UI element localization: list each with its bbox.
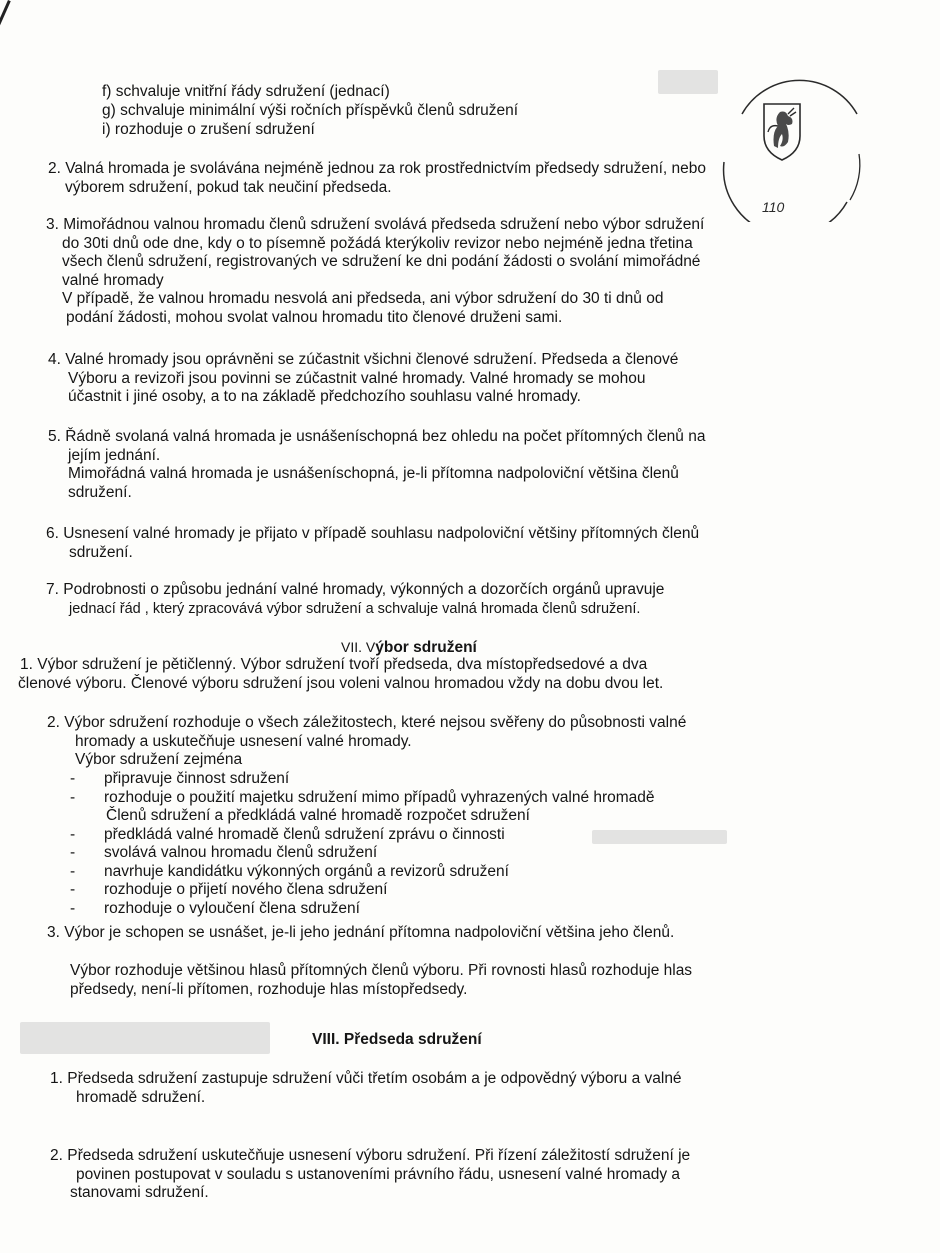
vii-point-2: 2. Výbor sdružení rozhoduje o všech záležitostech, které nejsou svěřeny do působnosti valné hromady a uskutečňuje usnesení valné hromady. Výbor sdružení zejména <box>47 714 687 768</box>
section-vii-heading-bold: ýbor sdružení <box>375 639 477 656</box>
viii-point-1: 1. Předseda sdružení zastupuje sdružení vůči třetím osobám a je odpovědný výboru a valné hromadě sdružení. <box>50 1070 682 1106</box>
vii-point-1: 1. Výbor sdružení je pětičlenný. Výbor sdružení tvoří předseda, dva místopředsedové a dva členové výboru. Členové výboru sdružení jsou voleni valnou hromadou vždy na dobu dvou let. <box>18 656 664 692</box>
vi-point-3: 3. Mimořádnou valnou hromadu členů sdružení svolává předseda sdružení nebo výbor sdružení do 30ti dnů ode dne, kdy o to písemně požádá kterýkoliv revizor nebo nejméně jedna třetina všech členů sdružení, registrovaných ve sdružení ke dni podání žádosti o svolání mimořádné valné hromady V případě, že valnou hromadu nesvolá ani předseda, ani výbor sdružení do 30 ti dnů od podání žádosti, mohou svolat valnou hromadu tito členové druženi sami. <box>46 216 705 326</box>
vi-point-5: 5. Řádně svolaná valná hromada je usnášeníschopná bez ohledu na počet přítomných členů na jejím jednání. Mimořádná valná hromada je usnášeníschopná, je-li přítomna nadpoloviční většina členů sdružení. <box>48 428 706 501</box>
list-item: Členů sdružení a předkládá valné hromadě rozpočet sdružení <box>106 807 530 824</box>
section-viii-heading: VIII. Předseda sdružení <box>312 1031 482 1048</box>
stamp-outer-ring-lower <box>724 162 847 222</box>
scan-artifact-smudge <box>658 70 718 94</box>
stamp-outer-ring-right <box>850 154 860 200</box>
vii-paragraph-4: Výbor rozhoduje většinou hlasů přítomných členů výboru. Při rovnosti hlasů rozhoduje hlas předsedy, není-li přítomen, rozhoduje hlas místopředsedy. <box>70 962 693 998</box>
list-item: - rozhoduje o přijetí nového člena sdružení <box>70 881 388 898</box>
top-item-i: i) rozhoduje o zrušení sdružení <box>102 121 315 138</box>
list-item: - svolává valnou hromadu členů sdružení <box>70 844 378 861</box>
czech-lion-icon <box>764 104 800 160</box>
vi-point-7: 7. Podrobnosti o způsobu jednání valné hromady, výkonných a dozorčích orgánů upravuje jednací řád , který zpracovává výbor sdružení a schvaluje valná hromada členů sdružení. <box>46 581 665 617</box>
list-item: - navrhuje kandidátku výkonných orgánů a revizorů sdružení <box>70 862 509 880</box>
top-item-f: f) schvaluje vnitřní řády sdružení (jednací) <box>102 83 390 100</box>
top-item-g: g) schvaluje minimální výši ročních příspěvků členů sdružení <box>102 102 519 119</box>
section-vii-heading-prefix: VII. V <box>341 639 376 655</box>
scan-artifact-smudge <box>20 1022 270 1054</box>
list-item: - připravuje činnost sdružení <box>70 770 290 787</box>
ministry-stamp <box>712 62 872 222</box>
vi-point-2: 2. Valná hromada je svolávána nejméně jednou za rok prostřednictvím předsedy sdružení, nebo výborem sdružení, pokud tak neučiní předseda. <box>48 160 706 196</box>
vii-point-3: 3. Výbor je schopen se usnášet, je-li jeho jednání přítomna nadpoloviční většina jeho členů. <box>47 924 675 941</box>
vi-point-6: 6. Usnesení valné hromady je přijato v případě souhlasu nadpoloviční většiny přítomných členů sdružení. <box>46 525 700 561</box>
vii-duties-list <box>70 770 655 918</box>
list-item: - rozhoduje o vyloučení člena sdružení <box>70 899 360 917</box>
list-item: - předkládá valné hromadě členů sdružení zprávu o činnosti <box>70 825 505 843</box>
vi-point-4: 4. Valné hromady jsou oprávněni se zúčastnit všichni členové sdružení. Předseda a členové Výboru a revizoři jsou povinni se zúčastnit valné hromady. Valné hromady se mohou účastnit i jiné osoby, a to na základě předchozího souhlasu valné hromady. <box>48 351 679 405</box>
stamp-number: 110 <box>762 199 785 215</box>
list-item: - rozhoduje o použití majetku sdružení mimo případů vyhrazených valné hromadě <box>70 788 655 806</box>
scan-artifact-stroke <box>0 0 11 88</box>
viii-point-2: 2. Předseda sdružení uskutečňuje usnesení výboru sdružení. Při řízení záležitostí sdružení je povinen postupovat v souladu s ustanoveními právního řádu, usnesení valné hromady a stanovami sdružení. <box>50 1147 691 1201</box>
section-vii-heading <box>341 638 477 658</box>
